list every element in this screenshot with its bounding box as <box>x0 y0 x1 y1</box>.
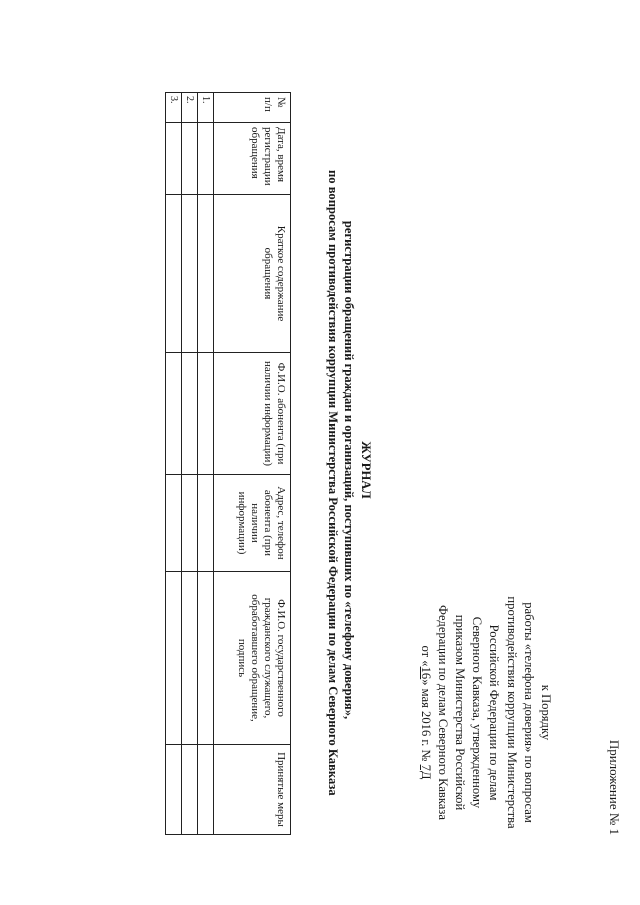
order-line: работы «телефона доверия» по вопросам <box>521 602 536 823</box>
column-header-summary: Краткое содержание обращения <box>214 195 291 353</box>
table-cell <box>166 745 182 835</box>
column-header-measures: Принятые меры <box>214 745 291 835</box>
order-line: к Порядку <box>539 684 553 741</box>
table-cell <box>182 195 198 353</box>
order-line: приказом Министерства Российской <box>452 614 467 811</box>
table-cell <box>166 353 182 475</box>
journal-subtitle-line: регистрации обращений граждан и организаций, поступивших по «телефону доверия», <box>342 220 357 720</box>
table-cell <box>166 195 182 353</box>
table-cell: 2. <box>182 93 198 123</box>
table-cell <box>182 745 198 835</box>
column-header-official: Ф.И.О. государственного гражданского служащего, обработавшего обращение, подпись <box>214 572 291 745</box>
appendix-label: Приложение № 1 <box>607 739 622 835</box>
table-cell <box>198 745 214 835</box>
order-number: 7Д <box>418 764 433 780</box>
order-line: Федерации по делам Северного Кавказа <box>435 605 450 820</box>
table-cell <box>166 123 182 195</box>
journal-title: ЖУРНАЛ <box>359 441 373 499</box>
column-header-date-time: Дата, время регистрации обращения <box>214 123 291 195</box>
table-cell <box>198 475 214 572</box>
order-line: противодействия коррупции Министерства <box>504 596 519 829</box>
table-cell <box>182 572 198 745</box>
order-date-middle: » мая 2016 г. № <box>418 679 433 765</box>
order-reference-block <box>416 580 554 845</box>
table-cell <box>166 572 182 745</box>
table-row <box>166 93 182 835</box>
order-line: Северного Кавказа, утвержденному <box>470 616 485 809</box>
table-row <box>198 93 214 835</box>
table-cell <box>198 353 214 475</box>
order-line: Российской Федерации по делам <box>487 624 502 801</box>
table-cell: 1. <box>198 93 214 123</box>
column-header-caller-name: Ф.И.О. абонента (при наличии информации) <box>214 353 291 475</box>
order-date-line <box>416 580 433 845</box>
journal-subtitle-line: по вопросам противодействия коррупции Министерства Российской Федерации по делам Северного Кавказа <box>326 170 340 796</box>
column-header-caller-address: Адрес, телефон абонента (при наличии информации) <box>214 475 291 572</box>
journal-table <box>165 92 291 835</box>
order-date-day: 16 <box>418 666 433 680</box>
column-header-number: № п/п <box>214 93 291 123</box>
journal-heading <box>325 170 375 796</box>
table-cell: 3. <box>166 93 182 123</box>
table-cell <box>182 353 198 475</box>
table-header-row <box>214 93 291 835</box>
table-cell <box>182 123 198 195</box>
table-cell <box>198 195 214 353</box>
order-date-prefix: от « <box>418 645 433 667</box>
table-cell <box>182 475 198 572</box>
table-cell <box>198 572 214 745</box>
table-cell <box>166 475 182 572</box>
table-cell <box>198 123 214 195</box>
table-row <box>182 93 198 835</box>
